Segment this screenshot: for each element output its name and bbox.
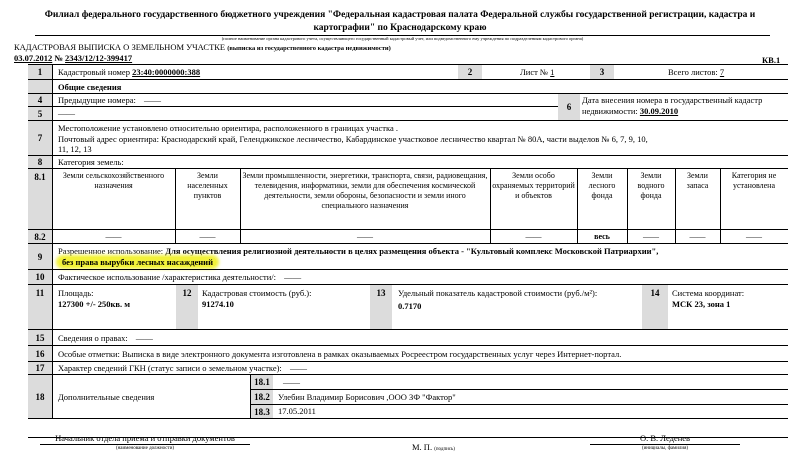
total-sheets-label: Всего листов: (668, 67, 718, 77)
location (58, 123, 783, 155)
land-category-label: Категория земель: (58, 157, 124, 167)
cadastral-value (202, 288, 362, 309)
specific-value-label: Удельный показатель кадастровой стоимости (руб./м²): (398, 288, 598, 298)
land-category-col-6: Земли водного фонда (637, 171, 665, 200)
row-divider (251, 389, 788, 390)
actual-use-value: —— (284, 272, 302, 282)
row-num-8-2: 8.2 (28, 230, 52, 243)
land-category-col-4: Земли особо охраняемых территорий и объектов (492, 171, 575, 200)
row-num-10: 10 (28, 270, 52, 284)
land-category-col-1: Земли сельскохозяйственного назначения (62, 171, 165, 190)
row-divider (28, 106, 558, 107)
permitted-use-value-line2: без права вырубки лесных насаждений (58, 257, 217, 267)
name-caption: (инициалы, фамилия) (641, 446, 689, 451)
row-num-18-3: 18.3 (251, 405, 273, 418)
row-divider (28, 418, 788, 419)
previous-numbers-label: Предыдущие номера: (58, 95, 136, 105)
land-category-val-3: —— (357, 232, 373, 241)
gkn-status (58, 363, 307, 374)
rights-value: —— (135, 333, 153, 343)
row-num-18: 18 (28, 375, 52, 418)
additional-info-label: Дополнительные сведения (58, 392, 155, 402)
land-category-val-7: —— (689, 232, 706, 241)
col-divider (52, 64, 53, 418)
actual-use (58, 272, 301, 283)
land-category-val-4: —— (525, 232, 542, 241)
signer-name: О. В. Леденев (639, 433, 691, 443)
permitted-use (58, 246, 786, 257)
row-divider (28, 329, 788, 330)
row-divider (251, 404, 788, 405)
row-num-18-2: 18.2 (251, 390, 273, 404)
doc-title: КАДАСТРОВАЯ ВЫПИСКА О ЗЕМЕЛЬНОМ УЧАСТКЕ (14, 42, 226, 52)
doc-title-note: (выписка из государственного кадастра недвижимости) (227, 45, 391, 52)
org-caption: (полное наименование органа кадастрового учета, осуществляющего государственный кадастровый учет, или подведомственного ему учреждения по подразделениям кадастрового органа) (221, 36, 584, 41)
area (58, 288, 168, 309)
name-line (590, 444, 740, 445)
col-divider (240, 169, 241, 243)
org-name-line2: картографии" по Краснодарскому краю (313, 23, 487, 33)
rights-label: Сведения о правах: (58, 333, 128, 343)
row-num-11: 11 (28, 285, 52, 329)
sheet-label: Лист № (520, 67, 549, 77)
row-divider (28, 120, 788, 121)
land-category-val-6: —— (643, 232, 659, 241)
land-category-col-2: Земли населенных пунктов (187, 171, 228, 200)
row-divider (28, 155, 788, 156)
general-info-title: Общие сведения (58, 82, 122, 92)
rights (58, 333, 153, 344)
row-num-13: 13 (370, 285, 392, 329)
gkn-status-value: —— (289, 363, 307, 373)
row-num-1: 1 (28, 65, 52, 79)
registration-date (582, 95, 782, 116)
sheet-number (520, 67, 554, 78)
signature-caption: (подпись) (434, 447, 455, 452)
row-num-18-1: 18.1 (251, 375, 273, 389)
doc-number-row (14, 53, 132, 64)
org-name-line1: Филиал федерального государственного бюджетного учреждения "Федеральная кадастровая палата Федеральной службы государственной регистрации, кадастра и (44, 10, 756, 20)
land-category-val-2: —— (199, 232, 216, 241)
position-caption: (наименование должности) (115, 446, 175, 451)
row-num-17: 17 (28, 362, 52, 374)
specific-value-amount: 0.7170 (398, 300, 422, 311)
row-divider (28, 79, 788, 80)
coordinate-system-value: МСК 23, зона 1 (672, 298, 731, 309)
signature-line (40, 444, 250, 445)
row-num-2: 2 (458, 65, 482, 79)
land-category-val-5: весь (594, 232, 610, 241)
row-num-6: 6 (558, 94, 580, 120)
gkn-status-label: Характер сведений ГКН (статус записи о земельном участке): (58, 363, 282, 373)
additional-info-18-2: Улебин Владимир Борисович ,ООО ЗФ "Фактор" (278, 392, 456, 402)
row-num-blank (28, 80, 52, 93)
row-num-9: 9 (28, 244, 52, 269)
doc-date: 03.07.2012 (14, 53, 53, 63)
form-code: КВ.1 (762, 55, 781, 65)
land-category-col-5: Земли лесного фонда (588, 171, 616, 200)
row-num-3: 3 (590, 65, 614, 79)
row-divider (28, 269, 788, 270)
land-category-col-3: Земли промышленности, энергетики, транспорта, связи, радиовещания, телевидения, информатики, земли для обеспечения космической деятельности, земли обороны, безопасности и земли иного специального назначения (242, 171, 488, 210)
col-divider (627, 169, 628, 243)
permitted-use-value-line1: Для осуществления религиозной деятельности в целях размещения объекта - "Культовый комплекс Московской Патриархии", (165, 246, 659, 256)
specific-value (398, 288, 638, 311)
additional-info-18-3: 17.05.2011 (278, 406, 316, 416)
col-divider (577, 169, 578, 243)
total-sheets (668, 67, 724, 78)
row-num-14: 14 (642, 285, 668, 329)
row-divider (28, 243, 788, 244)
stamp-label: М. П. (412, 442, 433, 452)
cadastral-number-label: Кадастровый номер (58, 67, 130, 77)
land-category-val-8: —— (746, 232, 762, 241)
area-value: 127300 +/- 250кв. м (58, 298, 131, 309)
cadastral-value-label: Кадастровая стоимость (руб.): (202, 288, 312, 298)
land-category-col-7: Земли запаса (686, 171, 709, 190)
row-num-4: 4 (28, 94, 52, 106)
doc-number-label: № (54, 53, 63, 63)
cadastral-value-amount: 91274.10 (202, 298, 234, 309)
row-divider (28, 168, 788, 169)
doc-number: 2343/12/12-399417 (65, 53, 133, 63)
row-num-8: 8 (28, 156, 52, 168)
row-num-15: 15 (28, 330, 52, 345)
cadastral-number: 23:40:0000000:388 (132, 67, 201, 77)
stamp-area (412, 442, 455, 456)
coordinate-system-label: Система координат: (672, 288, 745, 298)
row-divider (28, 229, 788, 230)
sheet-value: 1 (550, 67, 555, 77)
previous-numbers (58, 95, 161, 106)
cadastral-number-row (58, 67, 200, 78)
row-divider (28, 93, 788, 94)
col-divider (720, 169, 721, 243)
location-line2: Почтовый адрес ориентира: Краснодарский край, Геленджикское лесничество, Кабардинское участковое лесничество квартал № 80А, части выделов № 6, 7, 9, 10, (58, 133, 648, 144)
area-label: Площадь: (58, 288, 94, 298)
additional-info-18-1: —— (283, 377, 300, 387)
row-num-7: 7 (28, 121, 52, 155)
previous-numbers-value: —— (143, 95, 161, 105)
row-divider (28, 345, 788, 346)
total-sheets-value: 7 (719, 67, 725, 77)
land-category-val-1: —— (105, 232, 122, 241)
special-notes: Особые отметки: Выписка в виде электронного документа изготовлена в рамках оказываемых Росреестром государственных услуг через Интернет-портал. (58, 349, 622, 359)
signer-position: Начальник отдела приема и отправки документов (55, 433, 235, 443)
permitted-use-highlight (58, 257, 217, 268)
location-line3: 11, 12, 13 (58, 144, 92, 154)
row-divider (28, 374, 788, 375)
row5-value: —— (58, 108, 75, 118)
row-num-8-1: 8.1 (28, 169, 52, 229)
permitted-use-label: Разрешенное использование: (58, 246, 164, 256)
row-num-12: 12 (176, 285, 198, 329)
col-divider (175, 169, 176, 243)
land-category-col-8: Категория не установлена (731, 171, 777, 190)
coordinate-system (672, 288, 784, 309)
col-divider (675, 169, 676, 243)
row-num-16: 16 (28, 346, 52, 361)
row-divider (28, 361, 788, 362)
location-line1: Местоположение установлено относительно ориентира, расположенного в границах участка . (58, 123, 398, 133)
registration-date-label: Дата внесения номера в государственный кадастр недвижимости: (582, 95, 763, 116)
registration-date-value: 30.09.2010 (639, 105, 679, 116)
actual-use-label: Фактическое использование /характеристика деятельности/: (58, 272, 277, 282)
row-divider (28, 284, 788, 285)
row-num-5: 5 (28, 107, 52, 120)
col-divider (490, 169, 491, 243)
